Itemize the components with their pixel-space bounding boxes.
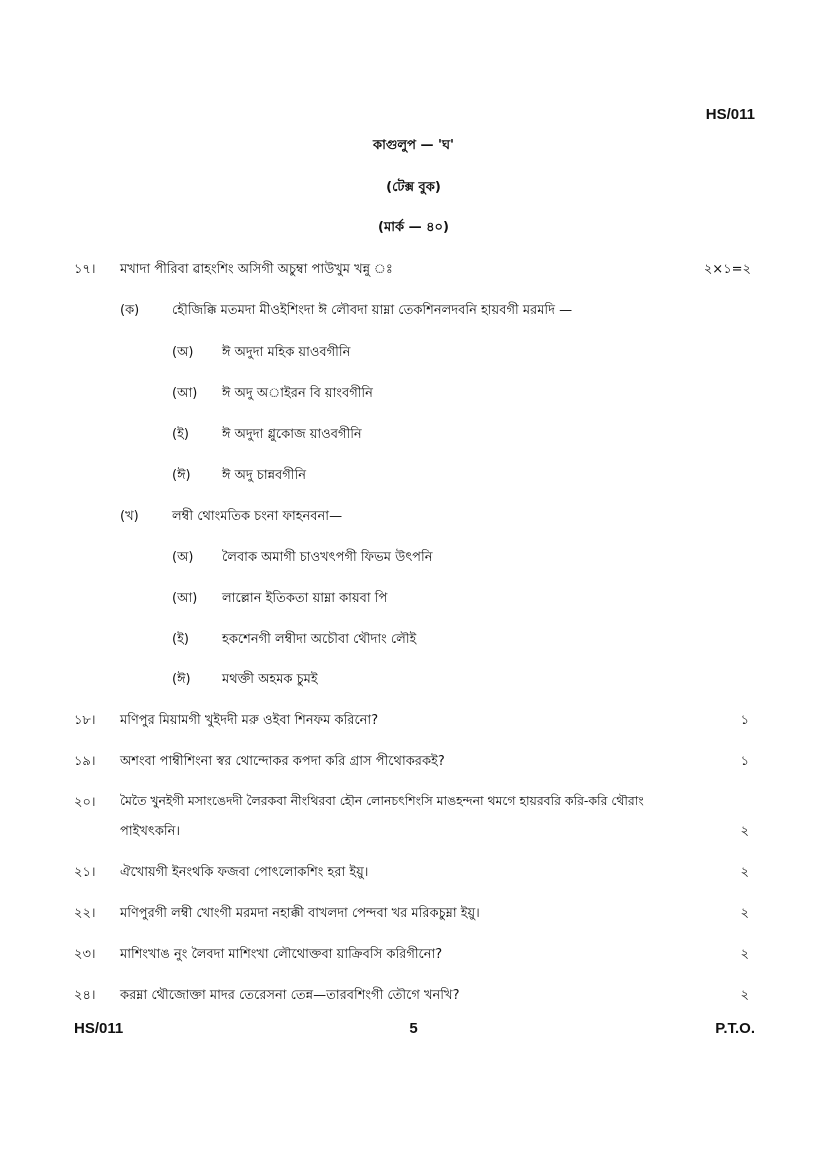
question-text: করম্না থৌজোক্তা মাদর তেরেসনা তেন্ন—তারবশিংগী তৌগে খনখি? [120,988,460,1003]
question-marks: ২ [740,988,749,1003]
question-number: ২৪। [74,988,96,1003]
option-label: (ঈ) [172,468,191,483]
option-text: ঈ অদু অাইরন বি য়াংবগীনি [222,386,373,401]
option-text: মথক্তী অহমক চুমই [222,672,318,687]
question-text: ঐখোয়গী ইনংথকি ফজবা পোৎলোকশিং হরা ইয়ু। [120,865,369,880]
question-number: ১৮। [74,713,96,728]
question-number: ২৩। [74,947,96,962]
sub-question-label: (খ) [120,509,139,524]
section-subtitle: (টেক্স বুক) [386,180,441,195]
question-number: ১৭। [74,262,96,277]
question-text: মাশিংখাঙ নুং লৈবদা মাশিংখা লৌথোক্তবা য়াক্রিবসি করিগীনো? [120,947,443,962]
header-code: HS/011 [705,106,755,123]
question-text: অশংবা পাম্বীশিংনা স্বর থোন্দোকর কপদা করি গ্রাস পীথোকরকই? [120,754,445,769]
question-text-continued: পাইখৎকনি। [120,824,181,839]
pto-label: P.T.O. [715,1020,755,1037]
option-text: লাল্লোন ইতিকতা য়াম্না কায়বা পি [222,591,388,606]
sub-question-label: (ক) [120,303,140,318]
question-number: ২১। [74,865,96,880]
question-marks: ১ [740,713,749,728]
question-text: মণিপুরগী লম্বী খোংগী মরমদা নহাক্কী বাখলদা পেন্দবা খর মরিকচুম্না ইয়ু। [120,906,480,921]
sub-question-text: লম্বী থোংমতিক চংনা ফাহনবনা— [172,509,343,524]
option-text: ঈ অদু চান্নবগীনি [222,468,306,483]
question-text: মণিপুর মিয়ামগী খুইদদী মরু ওইবা শিনফম করিনো? [120,713,379,728]
question-marks: ২ [740,824,749,839]
footer-code: HS/011 [74,1020,124,1037]
sub-question-text: হৌজিক্কি মতমদা মীওইশিংদা ঈ লৌবদা য়াম্না তেকশিনলদবনি হায়বগী মরমদি — [172,303,573,318]
option-text: হকশেনগী লম্বীদা অচৌবা থৌদাং লৌই [222,632,417,647]
question-marks: ২ [740,947,749,962]
option-label: (অ) [172,345,194,360]
question-number: ২২। [74,906,96,921]
option-text: ঈ অদুদা মহিক য়াওবগীনি [222,345,351,360]
option-label: (ই) [172,632,189,647]
option-label: (আ) [172,591,198,606]
option-label: (ঈ) [172,672,191,687]
question-marks: ২×১=২ [703,262,751,277]
question-marks: ২ [740,865,749,880]
question-number: ২০। [74,795,96,810]
option-text: ঈ অদুদা গ্লুকোজ য়াওবগীনি [222,427,362,442]
section-title: কাগুলুপ — 'ঘ' [373,138,454,153]
page-number: 5 [409,1020,418,1037]
question-marks: ১ [740,754,749,769]
question-number: ১৯। [74,754,96,769]
section-marks: (মার্ক — ৪০) [378,220,449,235]
option-label: (অ) [172,550,194,565]
question-marks: ২ [740,906,749,921]
option-text: লৈবাক অমাগী চাওখৎপগী ফিভম উৎপনি [222,550,433,565]
question-text: মৈতৈ খুনইগী মসাংঙেদদী লৈরকবা নীংথিরবা হৌন লোনচৎশিংসি মাঙহন্দনা থমগে হায়রবরি করি-করি থৌরাং [120,793,644,808]
option-label: (ই) [172,427,189,442]
question-text: মখাদা পীরিবা ৱাহংশিং অসিগী অচুম্বা পাউখুম খন্নু ঃ [120,262,393,277]
option-label: (আ) [172,386,198,401]
